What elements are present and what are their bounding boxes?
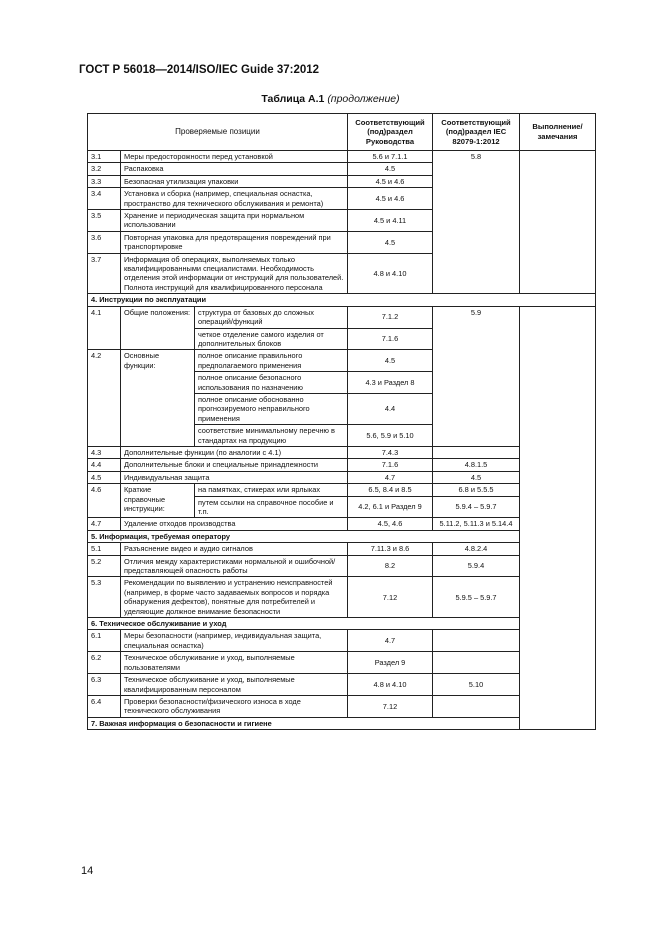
row-guide-ref: 7.12 [348,577,433,618]
row-number: 4.4 [88,459,121,471]
row-number: 3.3 [88,175,121,187]
row-guide-ref: 5.6 и 7.1.1 [348,151,433,163]
row-iec-ref: 6.8 и 5.5.5 [433,484,520,496]
row-number: 6.2 [88,652,121,674]
row-text: Разъяснение видео и аудио сигналов [121,543,348,555]
row-guide-ref: 8.2 [348,555,433,577]
row-guide-ref: 6.5, 8.4 и 8.5 [348,484,433,496]
row-guide-ref: 4.5 [348,231,433,253]
row-guide-ref: 4.2, 6.1 и Раздел 9 [348,496,433,518]
row-iec-ref: 4.5 [433,471,520,483]
table-caption-note: (продолжение) [327,93,400,105]
table-row [88,695,596,717]
row-text: Техническое обслуживание и уход, выполняемые квалифицированным персоналом [121,674,348,696]
row-guide-ref: 4.4 [348,393,433,424]
row-text: Удаление отходов производства [121,518,348,530]
row-number: 5.3 [88,577,121,618]
row-text: Индивидуальная защита [121,471,348,483]
section-heading: 4. Инструкции по эксплуатации [88,294,596,306]
row-guide-ref: 7.1.6 [348,459,433,471]
row-iec-ref: 5.9.5 – 5.9.7 [433,577,520,618]
row-iec-ref: 5.9.4 – 5.9.7 [433,496,520,518]
section-heading: 5. Информация, требуемая оператору [88,530,520,542]
row-iec-ref: 5.10 [433,674,520,696]
row-number: 4.2 [88,350,121,447]
row-iec-ref [433,652,520,674]
table-row [88,446,596,458]
row-subtext: соответствие минимальному перечню в стандартах на продукцию [195,425,348,447]
row-iec-ref: 5.9.4 [433,555,520,577]
row-text: Рекомендации по выявлению и устранению неисправностей (например, в форме часто задаваемых вопросов и порядка обнаружения дефектов), понятные для потребителей и уделяющие должное внимание безопасности [121,577,348,618]
row-iec-ref [433,695,520,717]
table-row [88,151,596,163]
row-number: 3.5 [88,210,121,232]
row-number: 3.1 [88,151,121,163]
col-header-iec: Соответствующий (под)раздел IEC 82079-1:2012 [433,114,520,151]
row-iec-ref: 4.8.2.4 [433,543,520,555]
col-header-guide: Соответствующий (под)раздел Руководства [348,114,433,151]
row-number: 4.3 [88,446,121,458]
row-subtext: полное описание обоснованно прогнозируемого неправильного применения [195,393,348,424]
table-row [88,306,596,328]
row-number: 4.6 [88,484,121,518]
row-number: 3.7 [88,253,121,294]
row-guide-ref: 4.7 [348,630,433,652]
row-text: Хранение и периодическая защита при нормальном использовании [121,210,348,232]
row-number: 3.6 [88,231,121,253]
table-row [88,543,596,555]
row-number: 5.1 [88,543,121,555]
table-row [88,484,596,496]
row-guide-ref: 7.4.3 [348,446,433,458]
row-iec-ref: 5.9 [433,306,520,446]
section-row [88,294,596,306]
section-row [88,717,596,729]
row-subtext: полное описание правильного предполагаемого применения [195,350,348,372]
row-guide-ref: 4.5 и 4.11 [348,210,433,232]
row-guide-ref: Раздел 9 [348,652,433,674]
row-remarks [520,306,596,729]
row-number: 6.1 [88,630,121,652]
row-guide-ref: 7.11.3 и 8.6 [348,543,433,555]
section-row [88,530,596,542]
table-header-row [88,114,596,151]
row-number: 4.1 [88,306,121,350]
page-number: 14 [81,865,94,877]
row-text: Безопасная утилизация упаковки [121,175,348,187]
row-group-label: Основные функции: [121,350,195,447]
row-guide-ref: 4.5 [348,350,433,372]
row-iec-ref: 5.8 [433,151,520,294]
row-text: Меры предосторожности перед установкой [121,151,348,163]
row-text: Установка и сборка (например, специальная оснастка, пространство для технического обслуживания и ремонта) [121,188,348,210]
row-subtext: структура от базовых до сложных операций/функций [195,306,348,328]
row-subtext: четкое отделение самого изделия от дополнительных блоков [195,328,348,350]
col-header-remarks: Выполнение/ замечания [520,114,596,151]
row-number: 3.4 [88,188,121,210]
row-group-label: Общие положения: [121,306,195,350]
table-row [88,630,596,652]
row-guide-ref: 4.8 и 4.10 [348,253,433,294]
row-number: 3.2 [88,163,121,175]
row-guide-ref: 4.5 [348,163,433,175]
section-heading: 7. Важная информация о безопасности и гигиене [88,717,520,729]
row-text: Информация об операциях, выполняемых только квалифицированными специалистами. Необходимость отделения этой информации от инструкций для пользователей. Полнота инструкций для квалифицированного персонала [121,253,348,294]
row-group-label: Краткие справочные инструкции: [121,484,195,518]
row-number: 6.3 [88,674,121,696]
row-subtext: на памятках, стикерах или ярлыках [195,484,348,496]
row-text: Распаковка [121,163,348,175]
row-guide-ref: 4.5 и 4.6 [348,188,433,210]
row-iec-ref: 4.8.1.5 [433,459,520,471]
row-guide-ref: 7.12 [348,695,433,717]
table-caption-title: Таблица А.1 [261,93,325,105]
table-row [88,459,596,471]
section-row [88,618,596,630]
row-guide-ref: 7.1.2 [348,306,433,328]
row-text: Повторная упаковка для предотвращения повреждений при транспортировке [121,231,348,253]
table-caption [0,93,661,105]
row-remarks [520,151,596,294]
row-guide-ref: 7.1.6 [348,328,433,350]
row-subtext: полное описание безопасного использования по назначению [195,372,348,394]
table-row [88,555,596,577]
row-guide-ref: 4.7 [348,471,433,483]
row-number: 6.4 [88,695,121,717]
document-header: ГОСТ Р 56018—2014/ISO/IEC Guide 37:2012 [79,64,320,76]
row-text: Проверки безопасности/физического износа в ходе технического обслуживания [121,695,348,717]
row-guide-ref: 4.3 и Раздел 8 [348,372,433,394]
row-guide-ref: 4.5 и 4.6 [348,175,433,187]
row-number: 4.7 [88,518,121,530]
row-text: Меры безопасности (например, индивидуальная защита, специальная оснастка) [121,630,348,652]
table-row [88,577,596,618]
row-number: 5.2 [88,555,121,577]
table-row [88,652,596,674]
col-header-positions: Проверяемые позиции [88,114,348,151]
table-row [88,471,596,483]
row-iec-ref [433,630,520,652]
row-subtext: путем ссылки на справочное пособие и т.п. [195,496,348,518]
row-iec-ref [433,446,520,458]
section-heading: 6. Техническое обслуживание и уход [88,618,520,630]
row-guide-ref: 5.6, 5.9 и 5.10 [348,425,433,447]
row-number: 4.5 [88,471,121,483]
row-text: Дополнительные функции (по аналогии с 4.1) [121,446,348,458]
row-iec-ref: 5.11.2, 5.11.3 и 5.14.4 [433,518,520,530]
row-text: Дополнительные блоки и специальные принадлежности [121,459,348,471]
row-text: Техническое обслуживание и уход, выполняемые пользователями [121,652,348,674]
table-row [88,518,596,530]
row-guide-ref: 4.5, 4.6 [348,518,433,530]
checklist-table [87,113,596,730]
row-text: Отличия между характеристиками нормальной и ошибочной/представляющей опасность работы [121,555,348,577]
table-row [88,674,596,696]
row-guide-ref: 4.8 и 4.10 [348,674,433,696]
